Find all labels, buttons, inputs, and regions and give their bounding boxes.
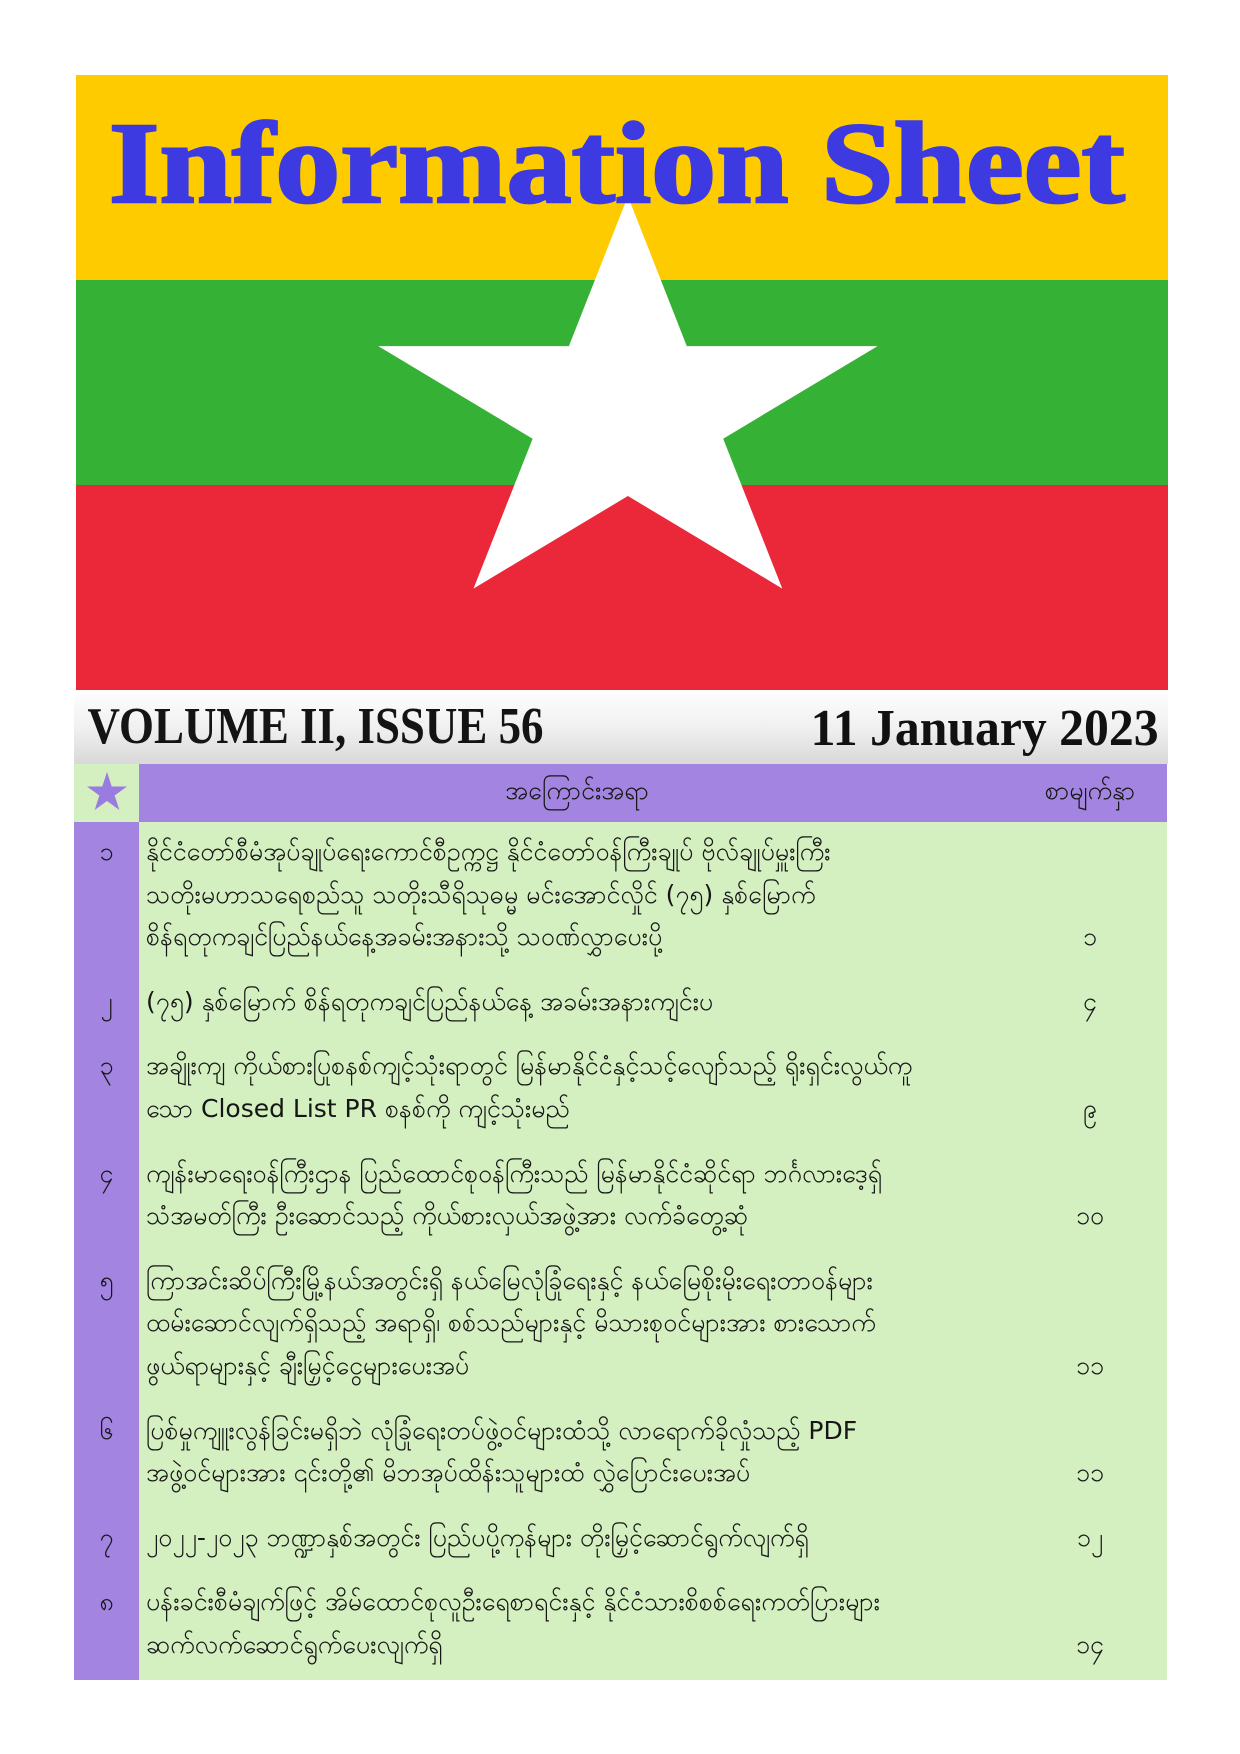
contents-topic-header: အကြောင်းအရာ bbox=[139, 764, 1003, 822]
issue-band-text bbox=[74, 693, 1168, 764]
row-page-number: ၁၁ bbox=[1075, 1350, 1105, 1380]
row-topic bbox=[139, 1144, 1003, 1251]
contents-row bbox=[74, 1572, 1167, 1679]
row-page-number: ၉ bbox=[1082, 1093, 1098, 1123]
row-number: ၅ bbox=[74, 1251, 139, 1401]
contents-row bbox=[74, 1401, 1167, 1508]
topic-line: ပန်းခင်းစီမံချက်ဖြင့် အိမ်ထောင်စုလူဦးရေစာရင်းနှင့် နိုင်ငံသားစိစစ်ရေးကတ်ပြားများ bbox=[146, 1587, 881, 1617]
contents-row bbox=[74, 1508, 1167, 1573]
row-number: ၂ bbox=[74, 972, 139, 1037]
row-page-number: ၁၁ bbox=[1075, 1458, 1105, 1488]
topic-line: အဖွဲ့ဝင်များအား ၎င်းတို့၏ မိဘအုပ်ထိန်းသူများထံ လွှဲပြောင်းပေးအပ် bbox=[146, 1458, 751, 1488]
row-number: ၆ bbox=[74, 1401, 139, 1508]
row-number: ၈ bbox=[74, 1572, 139, 1679]
topic-line: ၂၀၂၂-၂၀၂၃ ဘဏ္ဍာနှစ်အတွင်း ပြည်ပပို့ကုန်များ တိုးမြှင့်ဆောင်ရွက်လျက်ရှိ bbox=[146, 1522, 809, 1552]
star-icon bbox=[85, 771, 129, 815]
row-page-number: ၁၀ bbox=[1075, 1201, 1105, 1231]
row-topic bbox=[139, 1508, 1003, 1573]
row-page-cell bbox=[1003, 1036, 1167, 1143]
topic-line: သတိုးမဟာသရေစည်သူ သတိုးသီရိသုဓမ္မ မင်းအောင်လှိုင် (၇၅) နှစ်မြောက် bbox=[146, 879, 816, 909]
row-page-cell bbox=[1003, 1508, 1167, 1573]
row-page-cell bbox=[1003, 822, 1167, 972]
row-page-cell bbox=[1003, 1144, 1167, 1251]
issue-date: 11 January 2023 bbox=[810, 700, 1159, 757]
contents-header-row bbox=[74, 764, 1167, 822]
topic-line: သံအမတ်ကြီး ဦးဆောင်သည့် ကိုယ်စားလှယ်အဖွဲ့အား လက်ခံတွေ့ဆုံ bbox=[146, 1201, 749, 1231]
topic-line: ဖွယ်ရာများနှင့် ချီးမြှင့်ငွေများပေးအပ် bbox=[146, 1350, 470, 1380]
contents-row bbox=[74, 972, 1167, 1037]
row-page-cell bbox=[1003, 972, 1167, 1037]
topic-line: ကြာအင်းဆိပ်ကြီးမြို့နယ်အတွင်းရှိ နယ်မြေလုံခြုံရေးနှင့် နယ်မြေစိုးမိုးရေးတာဝန်များ bbox=[146, 1265, 873, 1295]
contents-row bbox=[74, 822, 1167, 972]
contents-row bbox=[74, 1036, 1167, 1143]
topic-line: ထမ်းဆောင်လျက်ရှိသည့် အရာရှိ၊ စစ်သည်များနှင့် မိသားစုဝင်များအား စားသောက် bbox=[146, 1308, 876, 1338]
issue-volume: VOLUME II, ISSUE 56 bbox=[87, 698, 544, 755]
contents-page-header: စာမျက်နှာ bbox=[1003, 764, 1167, 822]
row-number: ၃ bbox=[74, 1036, 139, 1143]
row-page-cell bbox=[1003, 1572, 1167, 1679]
contents-row bbox=[74, 1144, 1167, 1251]
row-topic bbox=[139, 1572, 1003, 1679]
contents-row bbox=[74, 1251, 1167, 1401]
topic-line: သော Closed List PR စနစ်ကို ကျင့်သုံးမည် bbox=[146, 1093, 570, 1123]
row-topic bbox=[139, 822, 1003, 972]
row-page-number: ၁၄ bbox=[1075, 1629, 1105, 1659]
row-number: ၇ bbox=[74, 1508, 139, 1573]
contents-header-icon-cell bbox=[74, 764, 139, 822]
row-number: ၁ bbox=[74, 822, 139, 972]
row-page-number: ၁ bbox=[1082, 922, 1098, 952]
issue-band bbox=[74, 693, 1168, 764]
row-topic bbox=[139, 1036, 1003, 1143]
contents-table bbox=[74, 764, 1167, 1680]
row-page-number: ၄ bbox=[1082, 986, 1098, 1016]
topic-line: ပြစ်မှုကျူးလွန်ခြင်းမရှိဘဲ လုံခြုံရေးတပ်ဖွဲ့ဝင်များထံသို့ လာရောက်ခိုလှုံသည့် PDF bbox=[146, 1415, 858, 1445]
topic-line: အချိုးကျ ကိုယ်စားပြုစနစ်ကျင့်သုံးရာတွင် မြန်မာနိုင်ငံနှင့်သင့်လျော်သည့် ရိုးရှင်းလွယ်ကူ bbox=[146, 1051, 913, 1081]
cover-flag bbox=[76, 75, 1168, 690]
row-page-cell bbox=[1003, 1251, 1167, 1401]
row-topic bbox=[139, 1251, 1003, 1401]
topic-line: စိန်ရတုကချင်ပြည်နယ်နေ့အခမ်းအနားသို့ သဝဏ်လွှာပေးပို့ bbox=[146, 922, 663, 952]
row-page-number: ၁၂ bbox=[1076, 1522, 1104, 1552]
row-topic bbox=[139, 1401, 1003, 1508]
row-number: ၄ bbox=[74, 1144, 139, 1251]
flag-band-red bbox=[76, 485, 1168, 690]
row-page-cell bbox=[1003, 1401, 1167, 1508]
row-topic bbox=[139, 972, 1003, 1037]
topic-line: ဆက်လက်ဆောင်ရွက်ပေးလျက်ရှိ bbox=[146, 1629, 443, 1659]
topic-line: (၇၅) နှစ်မြောက် စိန်ရတုကချင်ပြည်နယ်နေ့ အခမ်းအနားကျင်းပ bbox=[146, 986, 714, 1016]
topic-line: ကျန်းမာရေးဝန်ကြီးဌာန ပြည်ထောင်စုဝန်ကြီးသည် မြန်မာနိုင်ငံဆိုင်ရာ ဘင်္ဂလားဒေ့ရှ် bbox=[146, 1158, 883, 1188]
cover-title: Information Sheet bbox=[108, 100, 1126, 228]
topic-line: နိုင်ငံတော်စီမံအုပ်ချုပ်ရေးကောင်စီဥက္ကဋ္ဌ နိုင်ငံတော်ဝန်ကြီးချုပ် ဗိုလ်ချုပ်မှူးကြီး bbox=[146, 837, 831, 866]
